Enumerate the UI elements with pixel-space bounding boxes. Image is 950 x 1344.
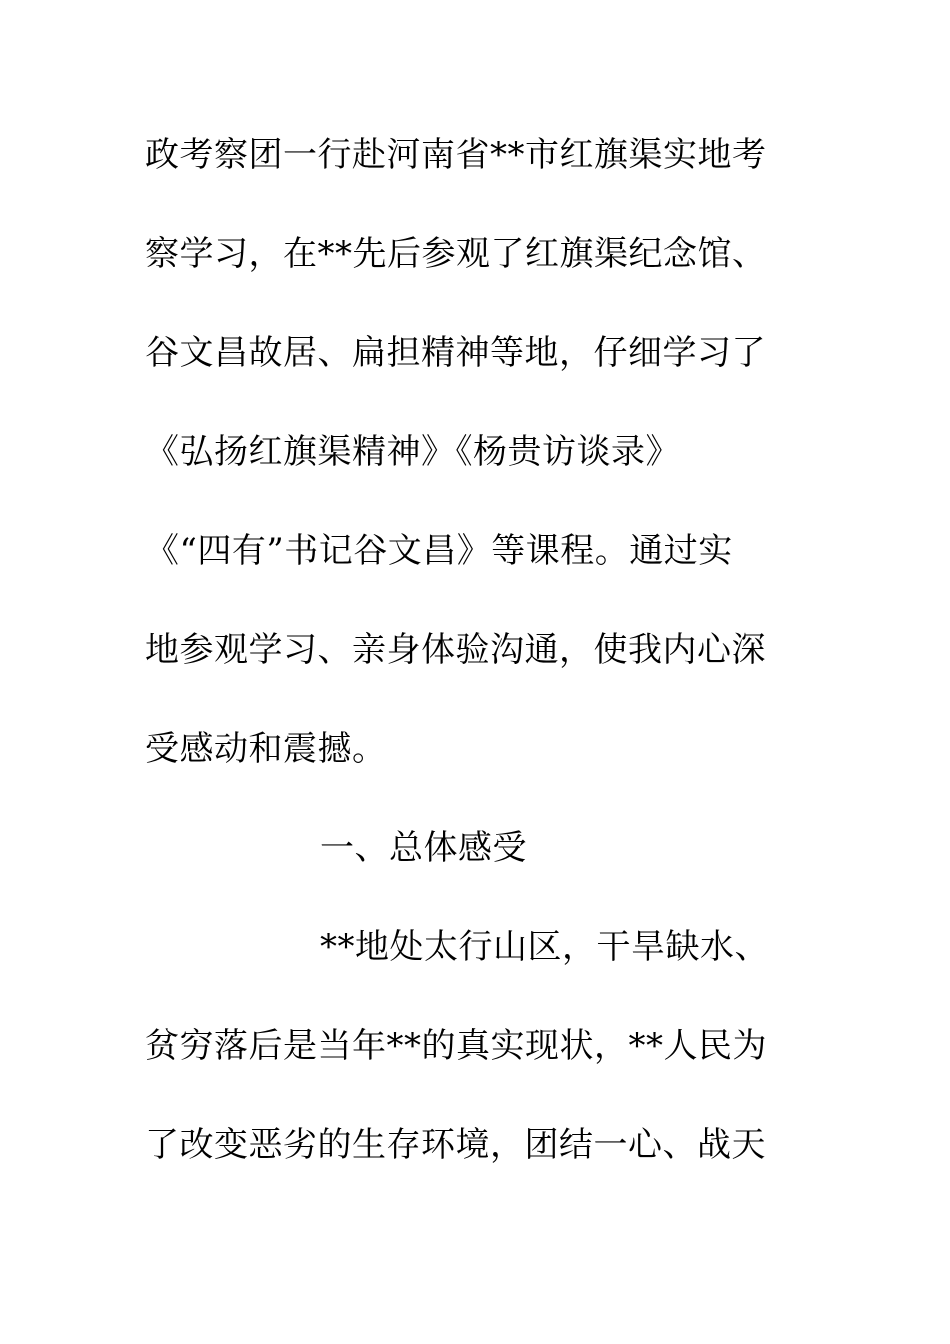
paragraph-line: 《“四有”书记谷文昌》等课程。通过实 — [145, 531, 733, 571]
paragraph-line: 受感动和震撼。 — [145, 729, 387, 769]
paragraph-line: 谷文昌故居、扁担精神等地，仔细学习了 — [145, 333, 766, 373]
paragraph-line: 政考察团一行赴河南省**市红旗渠实地考 — [145, 135, 767, 175]
paragraph-line: 地参观学习、亲身体验沟通，使我内心深 — [145, 630, 766, 670]
paragraph-line: 察学习，在**先后参观了红旗渠纪念馆、 — [145, 234, 767, 274]
paragraph-line: **地处太行山区，干旱缺水、 — [320, 927, 769, 967]
paragraph-line: 贫穷落后是当年**的真实现状，**人民为 — [145, 1026, 767, 1066]
paragraph-line: 《弘扬红旗渠精神》《杨贵访谈录》 — [145, 432, 680, 472]
paragraph-line: 了改变恶劣的生存环境，团结一心、战天 — [145, 1125, 766, 1165]
section-heading: 一、总体感受 — [320, 828, 527, 868]
